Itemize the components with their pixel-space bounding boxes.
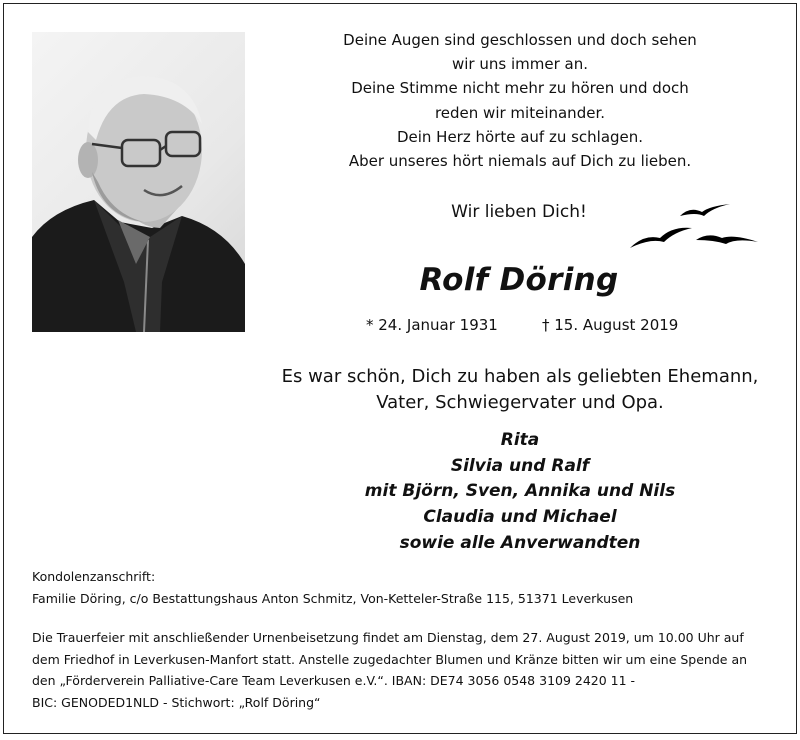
obituary-card xyxy=(3,3,797,734)
mourner-line: mit Björn, Sven, Annika und Nils xyxy=(364,481,676,502)
farewell-message xyxy=(272,364,768,416)
poem-line: Deine Stimme nicht mehr zu hören und doch xyxy=(351,79,689,98)
condolence-address-line: Familie Döring, c/o Bestattungshaus Anton Schmitz, Von-Ketteler-Straße 115, 51371 Leverkusen xyxy=(32,590,634,606)
poem-line: reden wir miteinander. xyxy=(434,103,606,122)
poem-line: Aber unseres hört niemals auf Dich zu lieben. xyxy=(348,152,692,171)
poem-line: wir uns immer an. xyxy=(452,55,588,74)
portrait-image xyxy=(32,32,245,332)
love-line: Wir lieben Dich! xyxy=(451,202,587,222)
poem-line: Dein Herz hörte auf zu schlagen. xyxy=(396,127,644,146)
birth-date: * 24. Januar 1931 xyxy=(366,316,498,334)
mourners-list xyxy=(322,428,718,557)
funeral-line: den „Förderverein Palliative-Care Team Leverkusen e.V.“. IBAN: DE74 3056 0548 3109 2420 11 - xyxy=(32,673,636,689)
portrait-photo xyxy=(32,32,245,332)
message-line: Vater, Schwiegervater und Opa. xyxy=(376,392,664,413)
mourner-line: Rita xyxy=(500,430,540,450)
message-line: Es war schön, Dich zu haben als geliebten Ehemann, xyxy=(281,366,759,387)
death-date: † 15. August 2019 xyxy=(542,316,679,334)
condolence-label: Kondolenzanschrift: xyxy=(32,569,156,584)
poem-line: Deine Augen sind geschlossen und doch sehen xyxy=(343,31,697,49)
deceased-name: Rolf Döring xyxy=(419,262,619,298)
mourner-line: Claudia und Michael xyxy=(423,507,617,528)
funeral-line: BIC: GENODED1NLD - Stichwort: „Rolf Döring“ xyxy=(32,695,321,711)
mourner-line: Silvia und Ralf xyxy=(450,455,590,476)
funeral-line: Die Trauerfeier mit anschließender Urnenbeisetzung findet am Dienstag, dem 27. August 2019, um 10.00 Uhr auf xyxy=(32,630,744,645)
birds-icon xyxy=(630,200,762,256)
funeral-line: dem Friedhof in Leverkusen-Manfort statt. Anstelle zugedachter Blumen und Kränze bitten wir um eine Spende an xyxy=(32,651,748,667)
poem xyxy=(304,28,736,173)
funeral-notice xyxy=(32,627,782,714)
mourner-line: sowie alle Anverwandten xyxy=(399,532,641,553)
condolence-address xyxy=(32,566,782,609)
